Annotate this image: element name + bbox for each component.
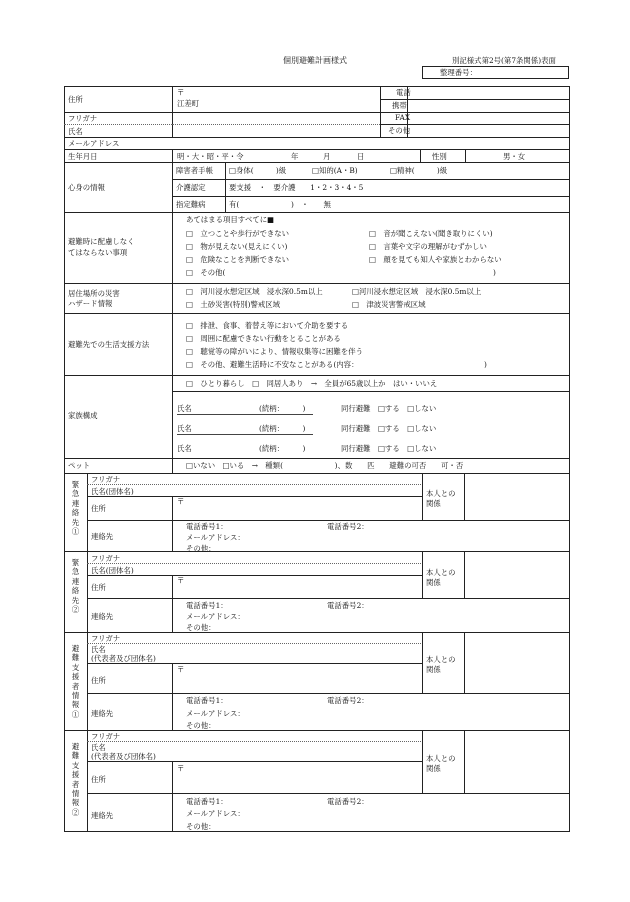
support-checkbox[interactable]: □ 周囲に配慮できない行動をとることがある bbox=[186, 334, 341, 343]
disease-value[interactable]: 有( ) ・ 無 bbox=[229, 200, 331, 209]
member-name-label: 氏名 bbox=[177, 404, 192, 413]
mobile-label: 携帯 bbox=[392, 101, 407, 110]
member-name-label: 氏名 bbox=[177, 444, 192, 453]
family-label: 家族構成 bbox=[68, 411, 98, 420]
support-label: 避難先での生活支援方法 bbox=[68, 340, 150, 349]
email-field[interactable]: メールアドレス： bbox=[186, 533, 245, 542]
phone1-field[interactable]: 電話番号1： bbox=[186, 522, 228, 531]
support-checkbox[interactable]: □ 聴覚等の障がいにより、情報収集等に困難を伴う bbox=[186, 347, 363, 356]
consideration-checkbox[interactable]: □ 危険なことを判断できない bbox=[186, 255, 290, 264]
hazard-label-line2: ハザード情報 bbox=[68, 299, 113, 308]
address-field[interactable]: 江差町 bbox=[177, 99, 200, 108]
postal-mark: 〒 bbox=[177, 576, 185, 585]
sex-label: 性別 bbox=[432, 152, 447, 161]
member-relation[interactable]: (続柄： ) bbox=[259, 444, 306, 453]
form-reference: 別記様式第2号(第7条関係)表面 bbox=[452, 56, 556, 65]
living-status[interactable]: □ ひとり暮らし □ 同居人あり → 全員が65歳以上か はい・いいえ bbox=[186, 379, 438, 388]
address-label: 住所 bbox=[91, 775, 106, 784]
member-relation[interactable]: (続柄： ) bbox=[259, 424, 306, 433]
consideration-checkbox[interactable]: □ 立つことや歩行ができない bbox=[186, 229, 290, 238]
furigana-label: フリガナ bbox=[91, 554, 121, 563]
pet-options[interactable]: □いない □いる → 種類( )、数 匹 避難の可否 可・否 bbox=[186, 461, 464, 470]
relation-label-line1: 本人との bbox=[426, 568, 456, 577]
contact-label: 連絡先 bbox=[91, 612, 114, 621]
hazard-checkbox[interactable]: □ 河川浸水想定区域 浸水深0.5m以上 bbox=[186, 287, 323, 296]
postal-mark: 〒 bbox=[177, 88, 185, 97]
furigana-label: フリガナ bbox=[68, 114, 98, 123]
support-other-checkbox[interactable]: □ その他、避難生活時に不安なことがある(内容： bbox=[186, 360, 359, 369]
support-other-close: ) bbox=[484, 360, 487, 369]
emergency-contact-1-heading: 緊急連絡先① bbox=[71, 480, 80, 537]
considerations-instruction: あてはまる項目すべてに■ bbox=[186, 215, 275, 224]
pet-label: ペット bbox=[68, 461, 91, 470]
disability-card-label: 障害者手帳 bbox=[176, 166, 213, 175]
supporter-1-heading: 避難支援者情報① bbox=[71, 644, 80, 719]
emergency-contact-2-heading: 緊急連絡先② bbox=[71, 558, 80, 615]
name-group-label: 氏名(団体名) bbox=[91, 487, 134, 496]
relation-label-line2: 関係 bbox=[426, 499, 441, 508]
contact-label: 連絡先 bbox=[91, 532, 114, 541]
furigana-label: フリガナ bbox=[91, 475, 121, 484]
contact-label: 連絡先 bbox=[91, 709, 114, 718]
considerations-label-line1: 避難時に配慮しなく bbox=[68, 237, 135, 246]
postal-mark: 〒 bbox=[177, 497, 185, 506]
email-field[interactable]: メールアドレス： bbox=[186, 612, 245, 621]
postal-mark: 〒 bbox=[177, 665, 185, 674]
care-cert-label: 介護認定 bbox=[176, 183, 206, 192]
name-rep-label-line2: (代表者及び団体名) bbox=[91, 752, 156, 761]
other-contact-label: その他 bbox=[388, 126, 411, 135]
other-field[interactable]: その他： bbox=[186, 544, 216, 553]
health-label: 心身の情報 bbox=[68, 183, 105, 192]
member-evac-option[interactable]: 同行避難 □する □しない bbox=[341, 424, 437, 433]
phone2-field[interactable]: 電話番号2： bbox=[327, 797, 369, 806]
phone2-field[interactable]: 電話番号2： bbox=[327, 696, 369, 705]
birth-label: 生年月日 bbox=[68, 152, 98, 161]
reference-number-label: 整理番号： bbox=[440, 68, 477, 77]
member-relation[interactable]: (続柄： ) bbox=[259, 404, 306, 413]
consideration-checkbox[interactable]: □ 言葉や文字の理解がむずかしい bbox=[369, 242, 487, 251]
support-checkbox[interactable]: □ 排泄、食事、着替え等において介助を要する bbox=[186, 321, 349, 330]
consideration-checkbox[interactable]: □ 顔を見ても知人や家族とわからない bbox=[369, 255, 502, 264]
relation-label-line2: 関係 bbox=[426, 578, 441, 587]
supporter-2-heading: 避難支援者情報② bbox=[71, 742, 80, 817]
hazard-checkbox[interactable]: □河川浸水想定区域 浸水深0.5m以上 bbox=[352, 287, 482, 296]
fax-label: FAX bbox=[395, 113, 411, 122]
email-label: メールアドレス bbox=[68, 139, 120, 148]
phone1-field[interactable]: 電話番号1： bbox=[186, 601, 228, 610]
birth-era[interactable]: 明・大・昭・平・令 bbox=[177, 152, 244, 161]
other-field[interactable]: その他： bbox=[186, 623, 216, 632]
care-cert-value[interactable]: 要支援 ・ 要介護 1・2・3・4・5 bbox=[229, 183, 364, 192]
consideration-checkbox[interactable]: □ 音が聞こえない(聞き取りにくい) bbox=[369, 229, 493, 238]
address-label: 住所 bbox=[91, 583, 106, 592]
hazard-checkbox[interactable]: □ 土砂災害(特別)警戒区域 bbox=[186, 300, 281, 309]
considerations-label-line2: てはならない事項 bbox=[68, 248, 128, 257]
member-name-label: 氏名 bbox=[177, 424, 192, 433]
relation-label-line2: 関係 bbox=[426, 764, 441, 773]
member-evac-option[interactable]: 同行避難 □する □しない bbox=[341, 404, 437, 413]
phone2-field[interactable]: 電話番号2： bbox=[327, 522, 369, 531]
relation-label-line2: 関係 bbox=[426, 665, 441, 674]
consideration-other-close: ) bbox=[493, 268, 496, 277]
sex-options[interactable]: 男・女 bbox=[503, 152, 526, 161]
phone2-field[interactable]: 電話番号2： bbox=[327, 601, 369, 610]
physical-checkbox[interactable]: □身体( )級 bbox=[229, 166, 287, 175]
hazard-label-line1: 居住場所の災害 bbox=[68, 289, 120, 298]
email-field[interactable]: メールアドレス： bbox=[186, 709, 245, 718]
other-field[interactable]: その他： bbox=[186, 822, 216, 831]
furigana-label: フリガナ bbox=[91, 634, 121, 643]
intellectual-checkbox[interactable]: □知的(A・B) bbox=[312, 166, 358, 175]
furigana-label: フリガナ bbox=[91, 732, 121, 741]
birth-day-label: 日 bbox=[357, 152, 365, 161]
phone1-field[interactable]: 電話番号1： bbox=[186, 696, 228, 705]
page-title: 個別避難計画様式 bbox=[283, 56, 347, 65]
disease-label: 指定難病 bbox=[176, 200, 206, 209]
address-label: 住所 bbox=[68, 95, 83, 104]
name-label: 氏名 bbox=[68, 127, 83, 136]
mental-checkbox[interactable]: □精神( )級 bbox=[390, 166, 448, 175]
email-field[interactable]: メールアドレス： bbox=[186, 809, 245, 818]
member-evac-option[interactable]: 同行避難 □する □しない bbox=[341, 444, 437, 453]
address-label: 住所 bbox=[91, 504, 106, 513]
consideration-checkbox[interactable]: □ 物が見えない(見えにくい) bbox=[186, 242, 288, 251]
hazard-checkbox[interactable]: □ 津波災害警戒区域 bbox=[352, 300, 426, 309]
phone1-field[interactable]: 電話番号1： bbox=[186, 797, 228, 806]
name-rep-label-line1: 氏名 bbox=[91, 743, 106, 752]
other-field[interactable]: その他： bbox=[186, 721, 216, 730]
postal-mark: 〒 bbox=[177, 764, 185, 773]
phone-label: 電話 bbox=[396, 88, 411, 97]
relation-label-line1: 本人との bbox=[426, 754, 456, 763]
birth-year-label: 年 bbox=[291, 152, 299, 161]
name-group-label: 氏名(団体名) bbox=[91, 566, 134, 575]
relation-label-line1: 本人との bbox=[426, 489, 456, 498]
name-rep-label-line1: 氏名 bbox=[91, 645, 106, 654]
consideration-other-checkbox[interactable]: □ その他( bbox=[186, 268, 226, 277]
relation-label-line1: 本人との bbox=[426, 655, 456, 664]
birth-month-label: 月 bbox=[323, 152, 331, 161]
name-rep-label-line2: (代表者及び団体名) bbox=[91, 654, 156, 663]
address-label: 住所 bbox=[91, 676, 106, 685]
contact-label: 連絡先 bbox=[91, 811, 114, 820]
